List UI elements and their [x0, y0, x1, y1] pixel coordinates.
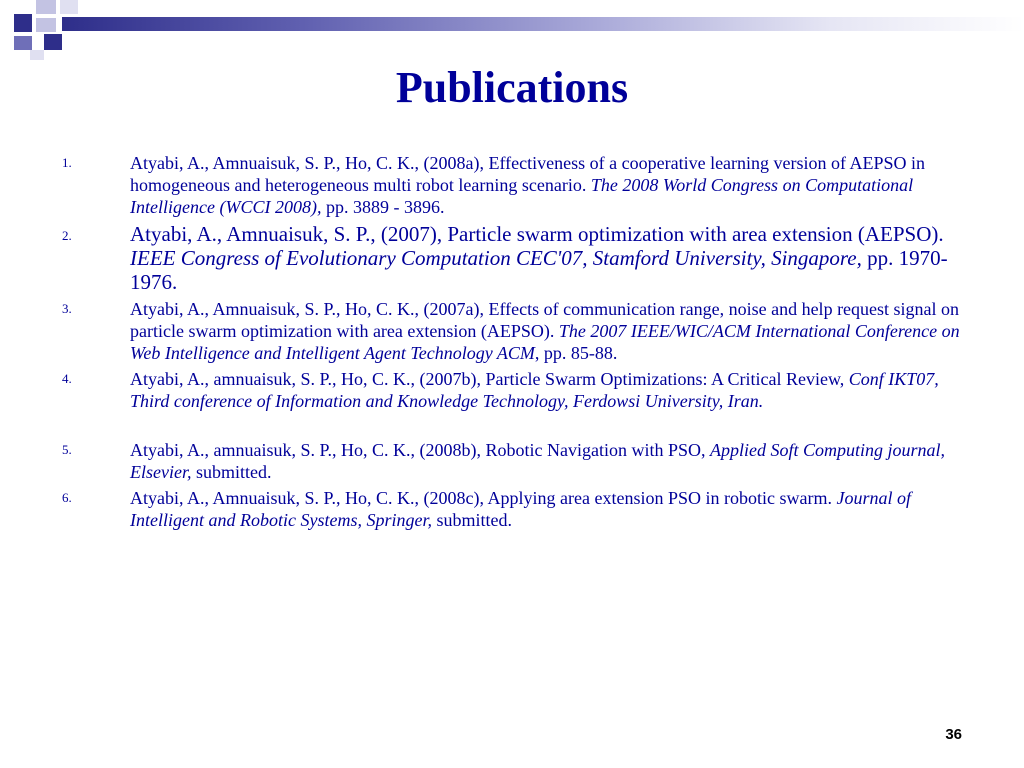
citation-authors-title: Atyabi, A., Amnuaisuk, S. P., Ho, C. K., (2008a), Effectiveness of a cooperative learning version of AEPSO in homogeneous and heterogeneous multi robot learning scenario. [130, 153, 926, 195]
citation-authors-title: Atyabi, A., Amnuaisuk, S. P., (2007), Particle swarm optimization with area extension (AEPSO). [130, 222, 944, 246]
citation-venue: The 2007 IEEE/WIC/ACM International Conference on Web Intelligence and Intelligent Agent Technology ACM [130, 321, 960, 363]
deco-square [36, 0, 56, 14]
deco-square [14, 36, 32, 50]
deco-square [14, 14, 32, 32]
deco-square [44, 34, 62, 50]
citation-pages: , pp. 85-88. [534, 343, 618, 363]
citation-authors-title: Atyabi, A., Amnuaisuk, S. P., Ho, C. K., (2008c), Applying area extension PSO in robotic swarm. [130, 488, 837, 508]
citation-venue: Applied Soft Computing journal, Elsevier, [130, 440, 946, 482]
publication-text [130, 222, 964, 294]
header-gradient-bar [62, 17, 1024, 31]
citation-pages: pp. 1970-1976. [130, 246, 948, 294]
list-number: 5. [62, 442, 72, 457]
publication-list [0, 152, 1024, 531]
publication-item [0, 298, 1024, 364]
header-decoration [0, 0, 1024, 60]
publication-item [0, 152, 1024, 218]
publication-text [130, 368, 964, 412]
list-number: 2. [62, 228, 72, 243]
list-number: 4. [62, 371, 72, 386]
citation-venue: Conf IKT07, Third conference of Information and Knowledge Technology, Ferdowsi University, Iran. [130, 369, 939, 411]
publication-item [0, 222, 1024, 294]
list-number: 3. [62, 301, 72, 316]
deco-square [36, 18, 56, 32]
page-number: 36 [945, 726, 962, 743]
publication-item [0, 487, 1024, 531]
publication-item [0, 439, 1024, 483]
publication-text [130, 487, 964, 531]
citation-venue: The 2008 World Congress on Computational Intelligence (WCCI 2008), [130, 175, 914, 217]
citation-authors-title: Atyabi, A., amnuaisuk, S. P., Ho, C. K., (2008b), Robotic Navigation with PSO, [130, 440, 710, 460]
list-number: 6. [62, 490, 72, 505]
publication-item [0, 368, 1024, 412]
citation-venue: Journal of Intelligent and Robotic Systems, Springer, [130, 488, 911, 530]
citation-pages: pp. 3889 - 3896. [321, 197, 445, 217]
citation-pages: submitted. [431, 510, 512, 530]
deco-square [60, 0, 78, 14]
list-number: 1. [62, 155, 72, 170]
publication-text [130, 298, 964, 364]
publication-text [130, 439, 964, 483]
slide-title: Publications [395, 63, 629, 112]
citation-authors-title: Atyabi, A., Amnuaisuk, S. P., Ho, C. K., (2007a), Effects of communication range, noise and help request signal on particle swarm optimization with area extension (AEPSO). [130, 299, 960, 341]
citation-authors-title: Atyabi, A., amnuaisuk, S. P., Ho, C. K., (2007b), Particle Swarm Optimizations: A Critical Review, [130, 369, 849, 389]
publication-text [130, 152, 964, 218]
citation-pages: submitted. [191, 462, 272, 482]
citation-venue: IEEE Congress of Evolutionary Computation CEC'07, Stamford University, Singapore, [130, 246, 862, 270]
